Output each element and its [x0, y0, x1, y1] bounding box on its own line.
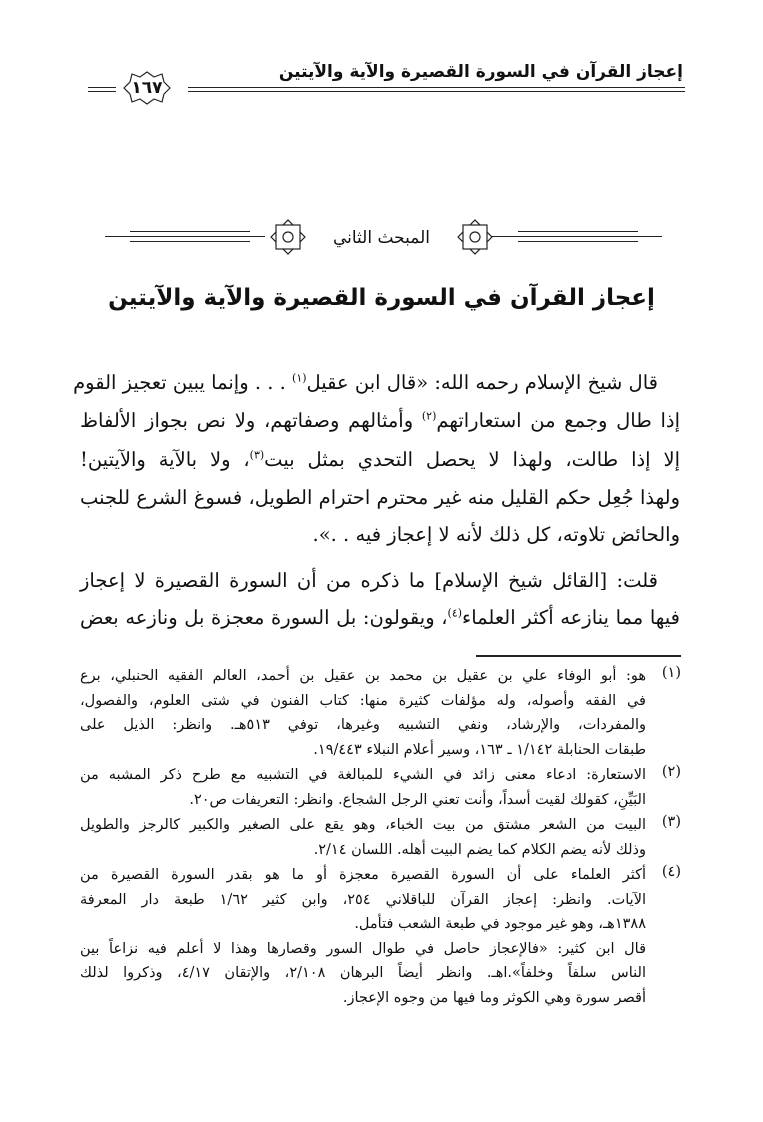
- body-line: [80, 566, 658, 596]
- body-text-segment: إلا إذا طالت، ولهذا لا يحصل التحدي بمثل بيت: [264, 448, 680, 471]
- body-line: [80, 406, 680, 436]
- footnote-line: أكثر العلماء على أن السورة القصيرة معجزة أو ما هو بقدر السورة القصيرة من: [80, 867, 646, 883]
- header-rule-left: [88, 87, 116, 88]
- footnote-number: (١): [661, 665, 681, 681]
- body-text-segment: ، ويقولون: بل السورة معجزة بل ونازعه بعض: [80, 606, 448, 629]
- footnote-line: هو: أبو الوفاء علي بن عقيل بن محمد بن عقيل بن أحمد، العالم الفقيه الحنبلي، برع: [80, 668, 646, 684]
- page-number-ornament: [118, 71, 176, 105]
- page-number: ١٦٧: [131, 78, 163, 98]
- footnote-line: البيت من الشعر مشتق من بيت الخباء، وهو يقع على الصغير والكبير كالرجز والطويل: [80, 817, 646, 833]
- running-title: إعجاز القرآن في السورة القصيرة والآية والآيتين: [278, 62, 683, 82]
- footnote-separator: [476, 655, 681, 657]
- footnote-marker[interactable]: (٣): [249, 448, 265, 462]
- body-text-segment: والحائض تلاوته، كل ذلك لأنه لا إعجاز فيه . .».: [312, 523, 680, 546]
- footnote-number: (٢): [661, 764, 681, 780]
- footnote-marker[interactable]: (٤): [447, 606, 463, 620]
- body-line: [80, 603, 680, 633]
- footnote-line: البَيِّنِ، كقولك لقيت أسداً، وأنت تعني الرجل الشجاع. وانظر: التعريفات ص٢٠.: [189, 791, 646, 808]
- body-text-segment: إذا طال وجمع من استعاراتهم: [436, 409, 680, 432]
- footnote-line: الاستعارة: ادعاء معنى زائد في الشيء للمبالغة في التشبيه مع طرح ذكر المشبه من: [80, 767, 646, 783]
- body-text-segment: ، ولا بالآية والآيتين!: [80, 448, 250, 471]
- footnote-line: أقصر سورة وهي الكوثر وما فيها من وجوه الإعجاز.: [342, 989, 646, 1006]
- header-rule-left: [88, 91, 116, 92]
- footnote-marker[interactable]: (٢): [421, 409, 437, 423]
- footnote-line: في الفقه وأصوله، وله مؤلفات كثيرة منها: كتاب الفنون في شتى العلوم، والفصول،: [80, 692, 646, 709]
- body-line: [80, 520, 680, 550]
- footnote-line: ١٣٨٨هـ، وهو غير موجود في طبعة الشعب فتأمل.: [354, 916, 646, 932]
- footnote-line: الناس سلفاً وخلفاً».اهـ. وانظر أيضاً البرهان ٢/١٠٨، والإتقان ٤/١٧، وذكروا لذلك: [80, 965, 646, 981]
- footnote-line: الآيات. وانظر: إعجاز القرآن للباقلاني ٢٥٤، وابن كثير ١/٦٢ طبعة دار المعرفة: [80, 891, 647, 908]
- body-text-segment: فيها مما ينازعه أكثر العلماء: [462, 606, 680, 629]
- footnote-line: وذلك لأنه يضم الكلام كما يضم البيت أهله. اللسان ٢/١٤.: [313, 841, 646, 858]
- footnote-line: قال ابن كثير: «فالإعجاز حاصل في طوال السور وقصارها وهذا لا أعلم فيه نزاعاً بين: [80, 940, 646, 957]
- body-line: [80, 445, 680, 475]
- section-label: المبحث الثاني: [332, 228, 431, 248]
- body-text-segment: . . . وإنما يبين تعجيز القوم: [73, 371, 293, 394]
- footnote-number: (٣): [661, 814, 681, 830]
- footnote-line: والمفردات، والإرشاد، ونفي التشبيه وغيرها، توفي ٥١٣هـ. وانظر: الذيل على: [80, 717, 646, 733]
- body-text-segment: قلت: [القائل شيخ الإسلام] ما ذكره من أن السورة القصيرة لا إعجاز: [80, 569, 658, 592]
- header-rule: [188, 91, 685, 92]
- chapter-title: إعجاز القرآن في السورة القصيرة والآية والآيتين: [108, 285, 655, 311]
- body-text-segment: وأمثالهم وصفاتهم، ولا نص بجواز الألفاظ: [80, 409, 422, 432]
- header-rule: [188, 87, 685, 88]
- footnote-number: (٤): [661, 864, 681, 880]
- body-text-segment: قال شيخ الإسلام رحمه الله: «قال ابن عقيل: [306, 371, 658, 394]
- body-text-segment: ولهذا جُعِل حكم القليل منه غير محترم احترام الطويل، فسوغ الشرع للجنب: [80, 486, 680, 509]
- body-line: [80, 483, 680, 513]
- body-line: [73, 368, 658, 398]
- footnote-line: طبقات الحنابلة ١/١٤٢ ـ ١٦٣، وسير أعلام النبلاء ١٩/٤٤٣.: [313, 741, 646, 758]
- footnote-marker[interactable]: (١): [292, 371, 307, 385]
